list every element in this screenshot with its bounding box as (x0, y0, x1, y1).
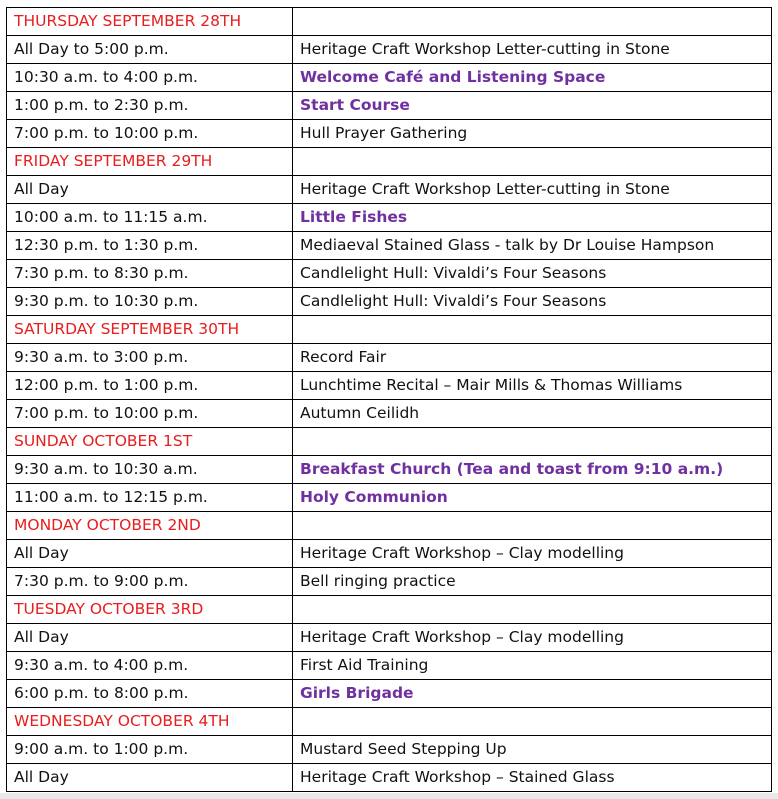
event-time: 11:00 a.m. to 12:15 p.m. (7, 484, 293, 512)
event-title: Start Course (293, 92, 772, 120)
day-heading: TUESDAY OCTOBER 3RD (7, 596, 293, 624)
event-time: 12:30 p.m. to 1:30 p.m. (7, 232, 293, 260)
event-title: Girls Brigade (293, 680, 772, 708)
empty-cell (293, 428, 772, 456)
day-heading: THURSDAY SEPTEMBER 28TH (7, 8, 293, 36)
event-time: 9:30 a.m. to 10:30 a.m. (7, 456, 293, 484)
event-row (7, 36, 772, 64)
event-title: Heritage Craft Workshop – Clay modelling (293, 624, 772, 652)
event-row (7, 540, 772, 568)
event-time: All Day (7, 540, 293, 568)
event-row (7, 260, 772, 288)
event-time: All Day (7, 764, 293, 792)
event-row (7, 680, 772, 708)
day-heading: SUNDAY OCTOBER 1ST (7, 428, 293, 456)
schedule-body (7, 8, 772, 792)
day-heading-row (7, 148, 772, 176)
day-heading-row (7, 596, 772, 624)
empty-cell (293, 708, 772, 736)
event-time: 1:00 p.m. to 2:30 p.m. (7, 92, 293, 120)
empty-cell (293, 8, 772, 36)
event-title: Candlelight Hull: Vivaldi’s Four Seasons (293, 260, 772, 288)
event-time: 7:30 p.m. to 8:30 p.m. (7, 260, 293, 288)
event-row (7, 624, 772, 652)
event-time: 7:00 p.m. to 10:00 p.m. (7, 120, 293, 148)
day-heading: WEDNESDAY OCTOBER 4TH (7, 708, 293, 736)
event-row (7, 456, 772, 484)
event-time: 9:30 a.m. to 3:00 p.m. (7, 344, 293, 372)
event-time: All Day (7, 624, 293, 652)
event-title: Welcome Café and Listening Space (293, 64, 772, 92)
event-row (7, 568, 772, 596)
event-time: 9:30 a.m. to 4:00 p.m. (7, 652, 293, 680)
event-title: Mustard Seed Stepping Up (293, 736, 772, 764)
event-title: Little Fishes (293, 204, 772, 232)
day-heading: MONDAY OCTOBER 2ND (7, 512, 293, 540)
empty-cell (293, 316, 772, 344)
event-row (7, 92, 772, 120)
event-title: Heritage Craft Workshop – Stained Glass (293, 764, 772, 792)
event-title: First Aid Training (293, 652, 772, 680)
event-time: 10:00 a.m. to 11:15 a.m. (7, 204, 293, 232)
day-heading-row (7, 512, 772, 540)
event-title: Heritage Craft Workshop – Clay modelling (293, 540, 772, 568)
event-title: Hull Prayer Gathering (293, 120, 772, 148)
event-time: 12:00 p.m. to 1:00 p.m. (7, 372, 293, 400)
event-row (7, 176, 772, 204)
event-title: Candlelight Hull: Vivaldi’s Four Seasons (293, 288, 772, 316)
day-heading: SATURDAY SEPTEMBER 30TH (7, 316, 293, 344)
day-heading-row (7, 316, 772, 344)
event-title: Heritage Craft Workshop Letter-cutting in Stone (293, 36, 772, 64)
event-row (7, 400, 772, 428)
event-time: 10:30 a.m. to 4:00 p.m. (7, 64, 293, 92)
day-heading-row (7, 708, 772, 736)
event-time: 7:30 p.m. to 9:00 p.m. (7, 568, 293, 596)
event-row (7, 64, 772, 92)
event-title: Lunchtime Recital – Mair Mills & Thomas Williams (293, 372, 772, 400)
event-row (7, 372, 772, 400)
event-time: 9:00 a.m. to 1:00 p.m. (7, 736, 293, 764)
event-row (7, 344, 772, 372)
event-title: Heritage Craft Workshop Letter-cutting in Stone (293, 176, 772, 204)
event-title: Breakfast Church (Tea and toast from 9:10 a.m.) (293, 456, 772, 484)
day-heading-row (7, 428, 772, 456)
empty-cell (293, 512, 772, 540)
day-heading: FRIDAY SEPTEMBER 29TH (7, 148, 293, 176)
empty-cell (293, 596, 772, 624)
event-time: 6:00 p.m. to 8:00 p.m. (7, 680, 293, 708)
event-title: Holy Communion (293, 484, 772, 512)
event-row (7, 232, 772, 260)
day-heading-row (7, 8, 772, 36)
event-time: All Day to 5:00 p.m. (7, 36, 293, 64)
event-time: 9:30 p.m. to 10:30 p.m. (7, 288, 293, 316)
event-row (7, 120, 772, 148)
event-title: Bell ringing practice (293, 568, 772, 596)
event-row (7, 484, 772, 512)
event-title: Mediaeval Stained Glass - talk by Dr Louise Hampson (293, 232, 772, 260)
event-title: Autumn Ceilidh (293, 400, 772, 428)
window-bottom-edge (0, 793, 778, 799)
event-row (7, 736, 772, 764)
event-row (7, 764, 772, 792)
event-time: 7:00 p.m. to 10:00 p.m. (7, 400, 293, 428)
event-title: Record Fair (293, 344, 772, 372)
empty-cell (293, 148, 772, 176)
schedule-table (6, 7, 772, 792)
event-row (7, 204, 772, 232)
event-row (7, 652, 772, 680)
event-row (7, 288, 772, 316)
event-time: All Day (7, 176, 293, 204)
